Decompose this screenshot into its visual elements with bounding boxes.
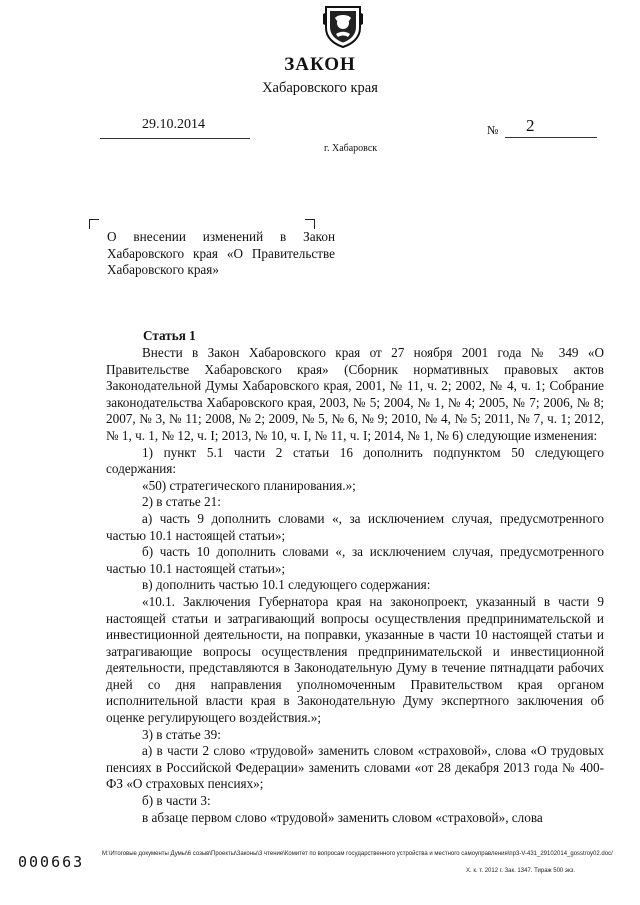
document-number: 2 [526, 116, 535, 135]
article-paragraph: 3) в статье 39: [142, 726, 221, 742]
article-paragraph: а) в части 2 слово «трудовой» заменить словом «страховой», слова «О трудовых пенсиях в Российской Федерации» заменить словами «от 28 декабря 2013 года № 400-ФЗ «О страховых пенсиях»; [106, 743, 604, 792]
article-paragraph: «10.1. Заключения Губернатора края на законопроект, указанный в части 9 настоящей статьи и затрагивающий вопросы осуществления предпринимательской и инвестиционной деятельности, на поправки, указанные в части 10 настоящей статьи и затрагивающие вопросы осуществления предпринимательской и инвестиционной деятельности, представляются в Законодательную Думу в течение пятнадцати рабочих дней со дня направления уполномоченным Правительством края органом исполнительной власти края в Законодательную Думу экспертного заключения об оценке регулирующего воздействия.»; [106, 593, 604, 726]
number-label: № [487, 123, 499, 137]
article-paragraph: а) часть 9 дополнить словами «, за исключением случая, предусмотренного частью 10.1 настоящей статьи»; [106, 510, 604, 543]
document-city: г. Хабаровск [324, 143, 378, 154]
article-paragraph: 1) пункт 5.1 части 2 статьи 16 дополнить подпунктом 50 следующего содержания: [106, 444, 604, 477]
footer-file-path: М:\Итоговые документы Думы\6 созыв\Проекты\Законы\3 чтение\Комитет по вопросам государственного устройства и местного самоуправления\пр3-V-431_29102014_gosstroy02.doc/ [102, 851, 613, 857]
article-paragraph: 2) в статье 21: [142, 494, 221, 510]
article-paragraph: «50) стратегического планирования.»; [142, 477, 356, 493]
document-date: 29.10.2014 [142, 117, 205, 132]
subject-corner-left [89, 219, 99, 229]
article-paragraph: б) часть 10 дополнить словами «, за исключением случая, предусмотренного частью 10.1 настоящей статьи»; [106, 544, 604, 576]
registration-stamp: 000663 [18, 853, 85, 871]
footer-print-info: Х. к. т. 2012 г. Зак. 1347. Тираж 500 экз. [466, 868, 576, 874]
article-heading: Статья 1 [143, 328, 196, 343]
subject-corner-right [305, 219, 315, 229]
document-subject: О внесении изменений в Закон Хабаровского края «О Правительстве Хабаровского края» [107, 229, 335, 278]
article-body [106, 345, 604, 826]
coat-of-arms-emblem [322, 4, 364, 48]
article-paragraph: Внести в Закон Хабаровского края от 27 ноября 2001 года № 349 «О Правительстве Хабаровского края» (Сборник нормативных правовых актов Законодательной Думы Хабаровского края, 2001, № 11, ч. 2; 2002, № 4, ч. 1; Собрание законодательства Хабаровского края, 2003, № 5; 2004, № 1, № 4; 2005, № 7; 2006, № 8; 2007, № 3, № 11; 2008, № 2; 2009, № 5, № 6, № 9; 2010, № 4, № 5; 2011, № 7, ч. 1; 2012, № 1, ч. 1, № 12, ч. I; 2013, № 10, ч. I, № 11, ч. I; 2014, № 1, № 6) следующие изменения: [106, 345, 604, 443]
number-underline [505, 137, 597, 138]
article-paragraph: в абзаце первом слово «трудовой» заменить словом «страховой», слова [142, 809, 543, 825]
date-underline [100, 138, 250, 139]
document-title: ЗАКОН [284, 54, 356, 75]
article-paragraph: в) дополнить частью 10.1 следующего содержания: [142, 577, 431, 593]
article-paragraph: б) в части 3: [142, 793, 211, 809]
document-subtitle: Хабаровского края [262, 80, 378, 96]
